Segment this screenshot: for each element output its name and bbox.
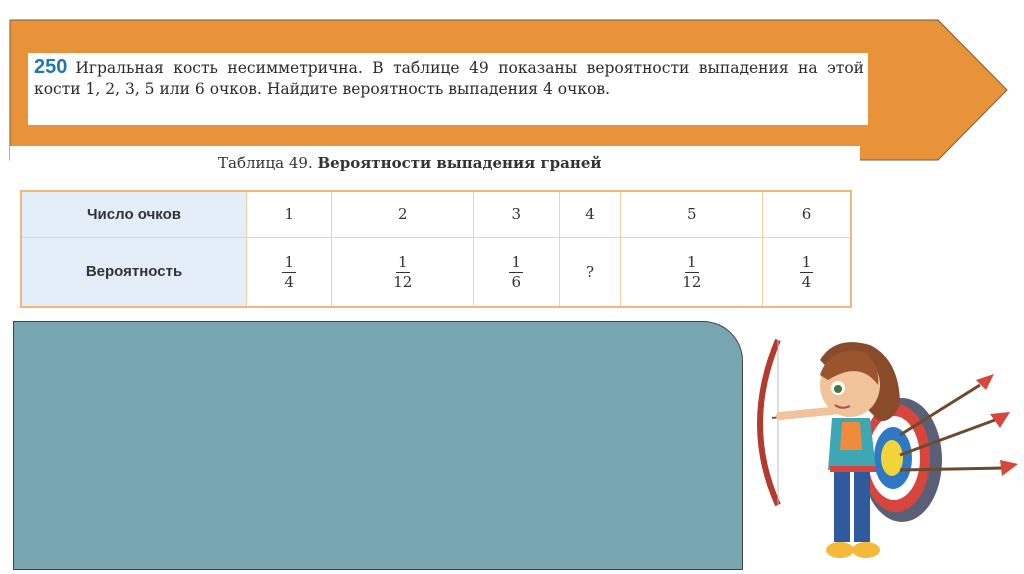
points-cell: 2 — [332, 191, 474, 237]
probability-cell — [621, 237, 763, 307]
fraction-numerator: 1 — [686, 252, 697, 271]
problem-number: 250 — [34, 56, 68, 78]
fraction-numerator: 1 — [801, 252, 812, 271]
fraction-numerator: 1 — [511, 252, 522, 271]
fraction — [680, 254, 703, 291]
fraction — [391, 254, 414, 291]
problem-text — [34, 57, 864, 100]
table-row-probability — [21, 237, 851, 307]
points-cell: 4 — [559, 191, 621, 237]
probability-cell-unknown: ? — [559, 237, 621, 307]
probability-table — [20, 190, 852, 308]
problem-box — [28, 53, 868, 125]
fraction — [282, 254, 296, 291]
problem-statement: Игральная кость несимметрична. В таблице 49 показаны вероятности выпадения на этой кости 1, 2, 3, 5 или 6 очков. Найдите вероятность выпадения 4 очков. — [34, 59, 864, 98]
probability-cell — [332, 237, 474, 307]
probability-cell — [474, 237, 559, 307]
points-cell: 1 — [247, 191, 332, 237]
points-cell: 3 — [474, 191, 559, 237]
probability-table-wrapper — [20, 190, 852, 308]
fraction — [800, 254, 814, 291]
probability-cell — [763, 237, 851, 307]
fraction-denominator: 4 — [284, 272, 294, 291]
fraction-numerator: 1 — [397, 252, 408, 271]
fraction — [509, 254, 523, 291]
bow-icon — [760, 340, 778, 505]
points-cell: 6 — [763, 191, 851, 237]
table-caption — [218, 154, 602, 172]
table-caption-prefix: Таблица 49. — [218, 154, 313, 172]
probability-cell — [247, 237, 332, 307]
fraction-denominator: 12 — [682, 272, 702, 291]
row-header-probability: Вероятность — [21, 237, 247, 307]
girl-archer-icon — [750, 330, 1020, 570]
fraction-numerator: 1 — [284, 252, 294, 271]
points-cell: 5 — [621, 191, 763, 237]
table-row-points — [21, 191, 851, 237]
table-caption-title: Вероятности выпадения граней — [317, 154, 602, 172]
row-header-points: Число очков — [21, 191, 247, 237]
fraction-denominator: 12 — [393, 272, 413, 291]
fraction-denominator: 4 — [801, 272, 812, 291]
answer-panel — [13, 321, 743, 570]
fraction-denominator: 6 — [511, 272, 522, 291]
